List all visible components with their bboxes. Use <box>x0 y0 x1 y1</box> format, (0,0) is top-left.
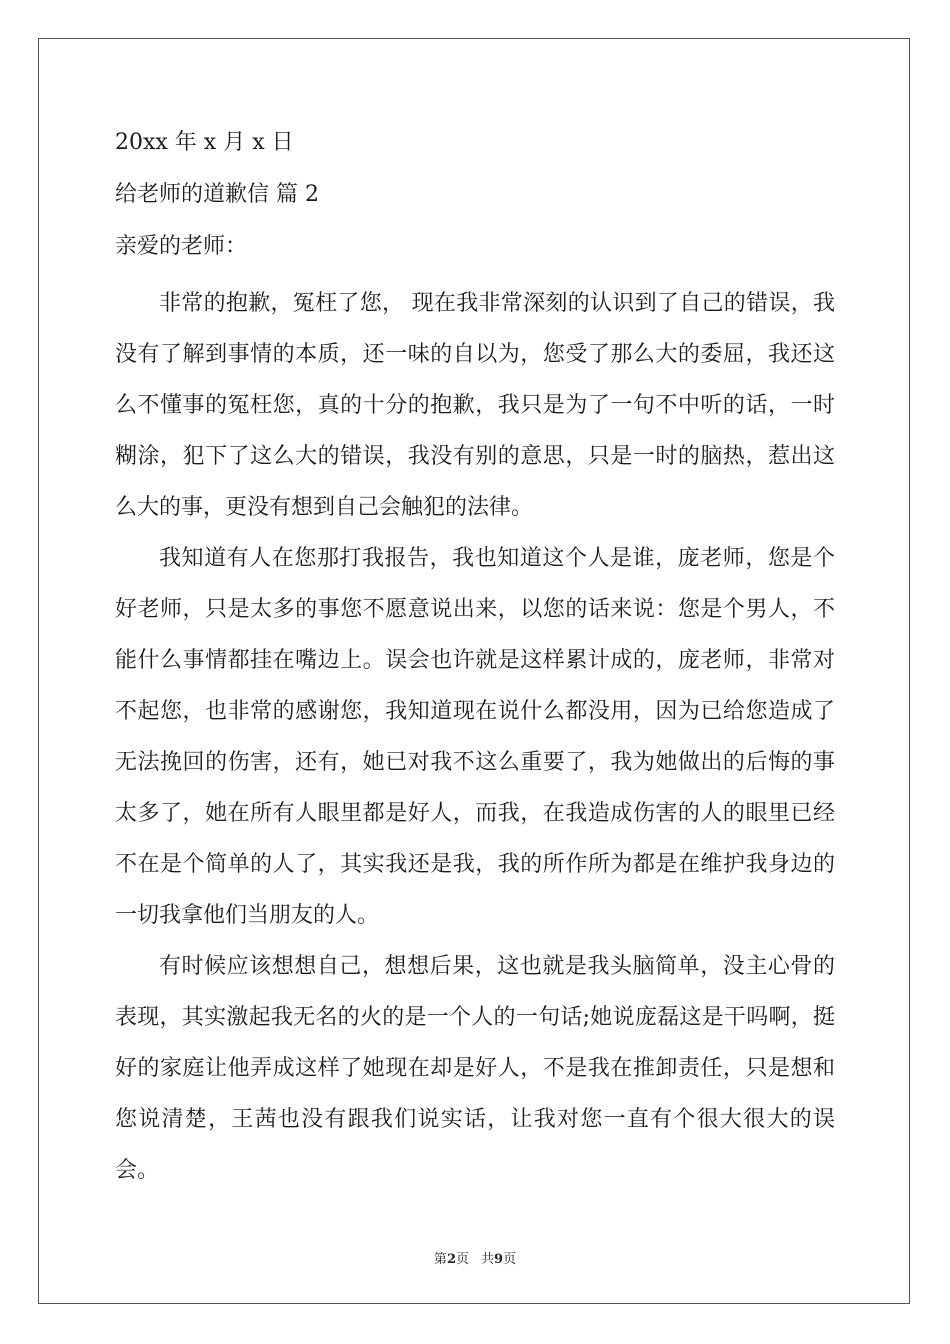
paragraph-1: 非常的抱歉，冤枉了您， 现在我非常深刻的认识到了自己的错误，我没有了解到事情的本质，还一味的自以为，您受了那么大的委屈，我还这么不懂事的冤枉您，真的十分的抱歉，我只是为了一句不中听的话，一时糊涂，犯下了这么大的错误，我没有别的意思，只是一时的脑热，惹出这么大的事，更没有想到自己会触犯的法律。 <box>115 291 835 520</box>
total-prefix: 共 <box>481 1252 495 1267</box>
salutation: 亲爱的老师： <box>115 234 248 259</box>
date-line: 20xx 年 x 月 x 日 <box>115 130 294 155</box>
total-suffix: 页 <box>503 1252 517 1267</box>
paragraph-3: 有时候应该想想自己，想想后果，这也就是我头脑简单，没主心骨的表现，其实激起我无名的火的是一个人的一句话;她说庞磊这是干吗啊，挺好的家庭让他弄成这样了她现在却是好人，不是我在推卸责任，只是想和您说清楚，王茜也没有跟我们说实话，让我对您一直有个很大很大的误会。 <box>115 954 835 1183</box>
paragraph-2: 我知道有人在您那打我报告，我也知道这个人是谁，庞老师，您是个好老师，只是太多的事您不愿意说出来，以您的话来说：您是个男人，不能什么事情都挂在嘴边上。误会也许就是这样累计成的，庞老师，非常对不起您，也非常的感谢您，我知道现在说什么都没用，因为已给您造成了无法挽回的伤害，还有，她已对我不这么重要了，我为她做出的后悔的事太多了，她在所有人眼里都是好人，而我，在我造成伤害的人的眼里已经不在是个简单的人了，其实我还是我，我的所作所为都是在维护我身边的一切我拿他们当朋友的人。 <box>115 546 835 928</box>
page-footer <box>0 1248 950 1267</box>
page-suffix: 页 <box>455 1252 469 1267</box>
letter-heading: 给老师的道歉信 篇 2 <box>115 182 319 207</box>
page-current: 2 <box>446 1252 456 1267</box>
page-total: 9 <box>494 1252 504 1267</box>
page-prefix: 第 <box>433 1252 447 1267</box>
document-body <box>115 128 835 1196</box>
